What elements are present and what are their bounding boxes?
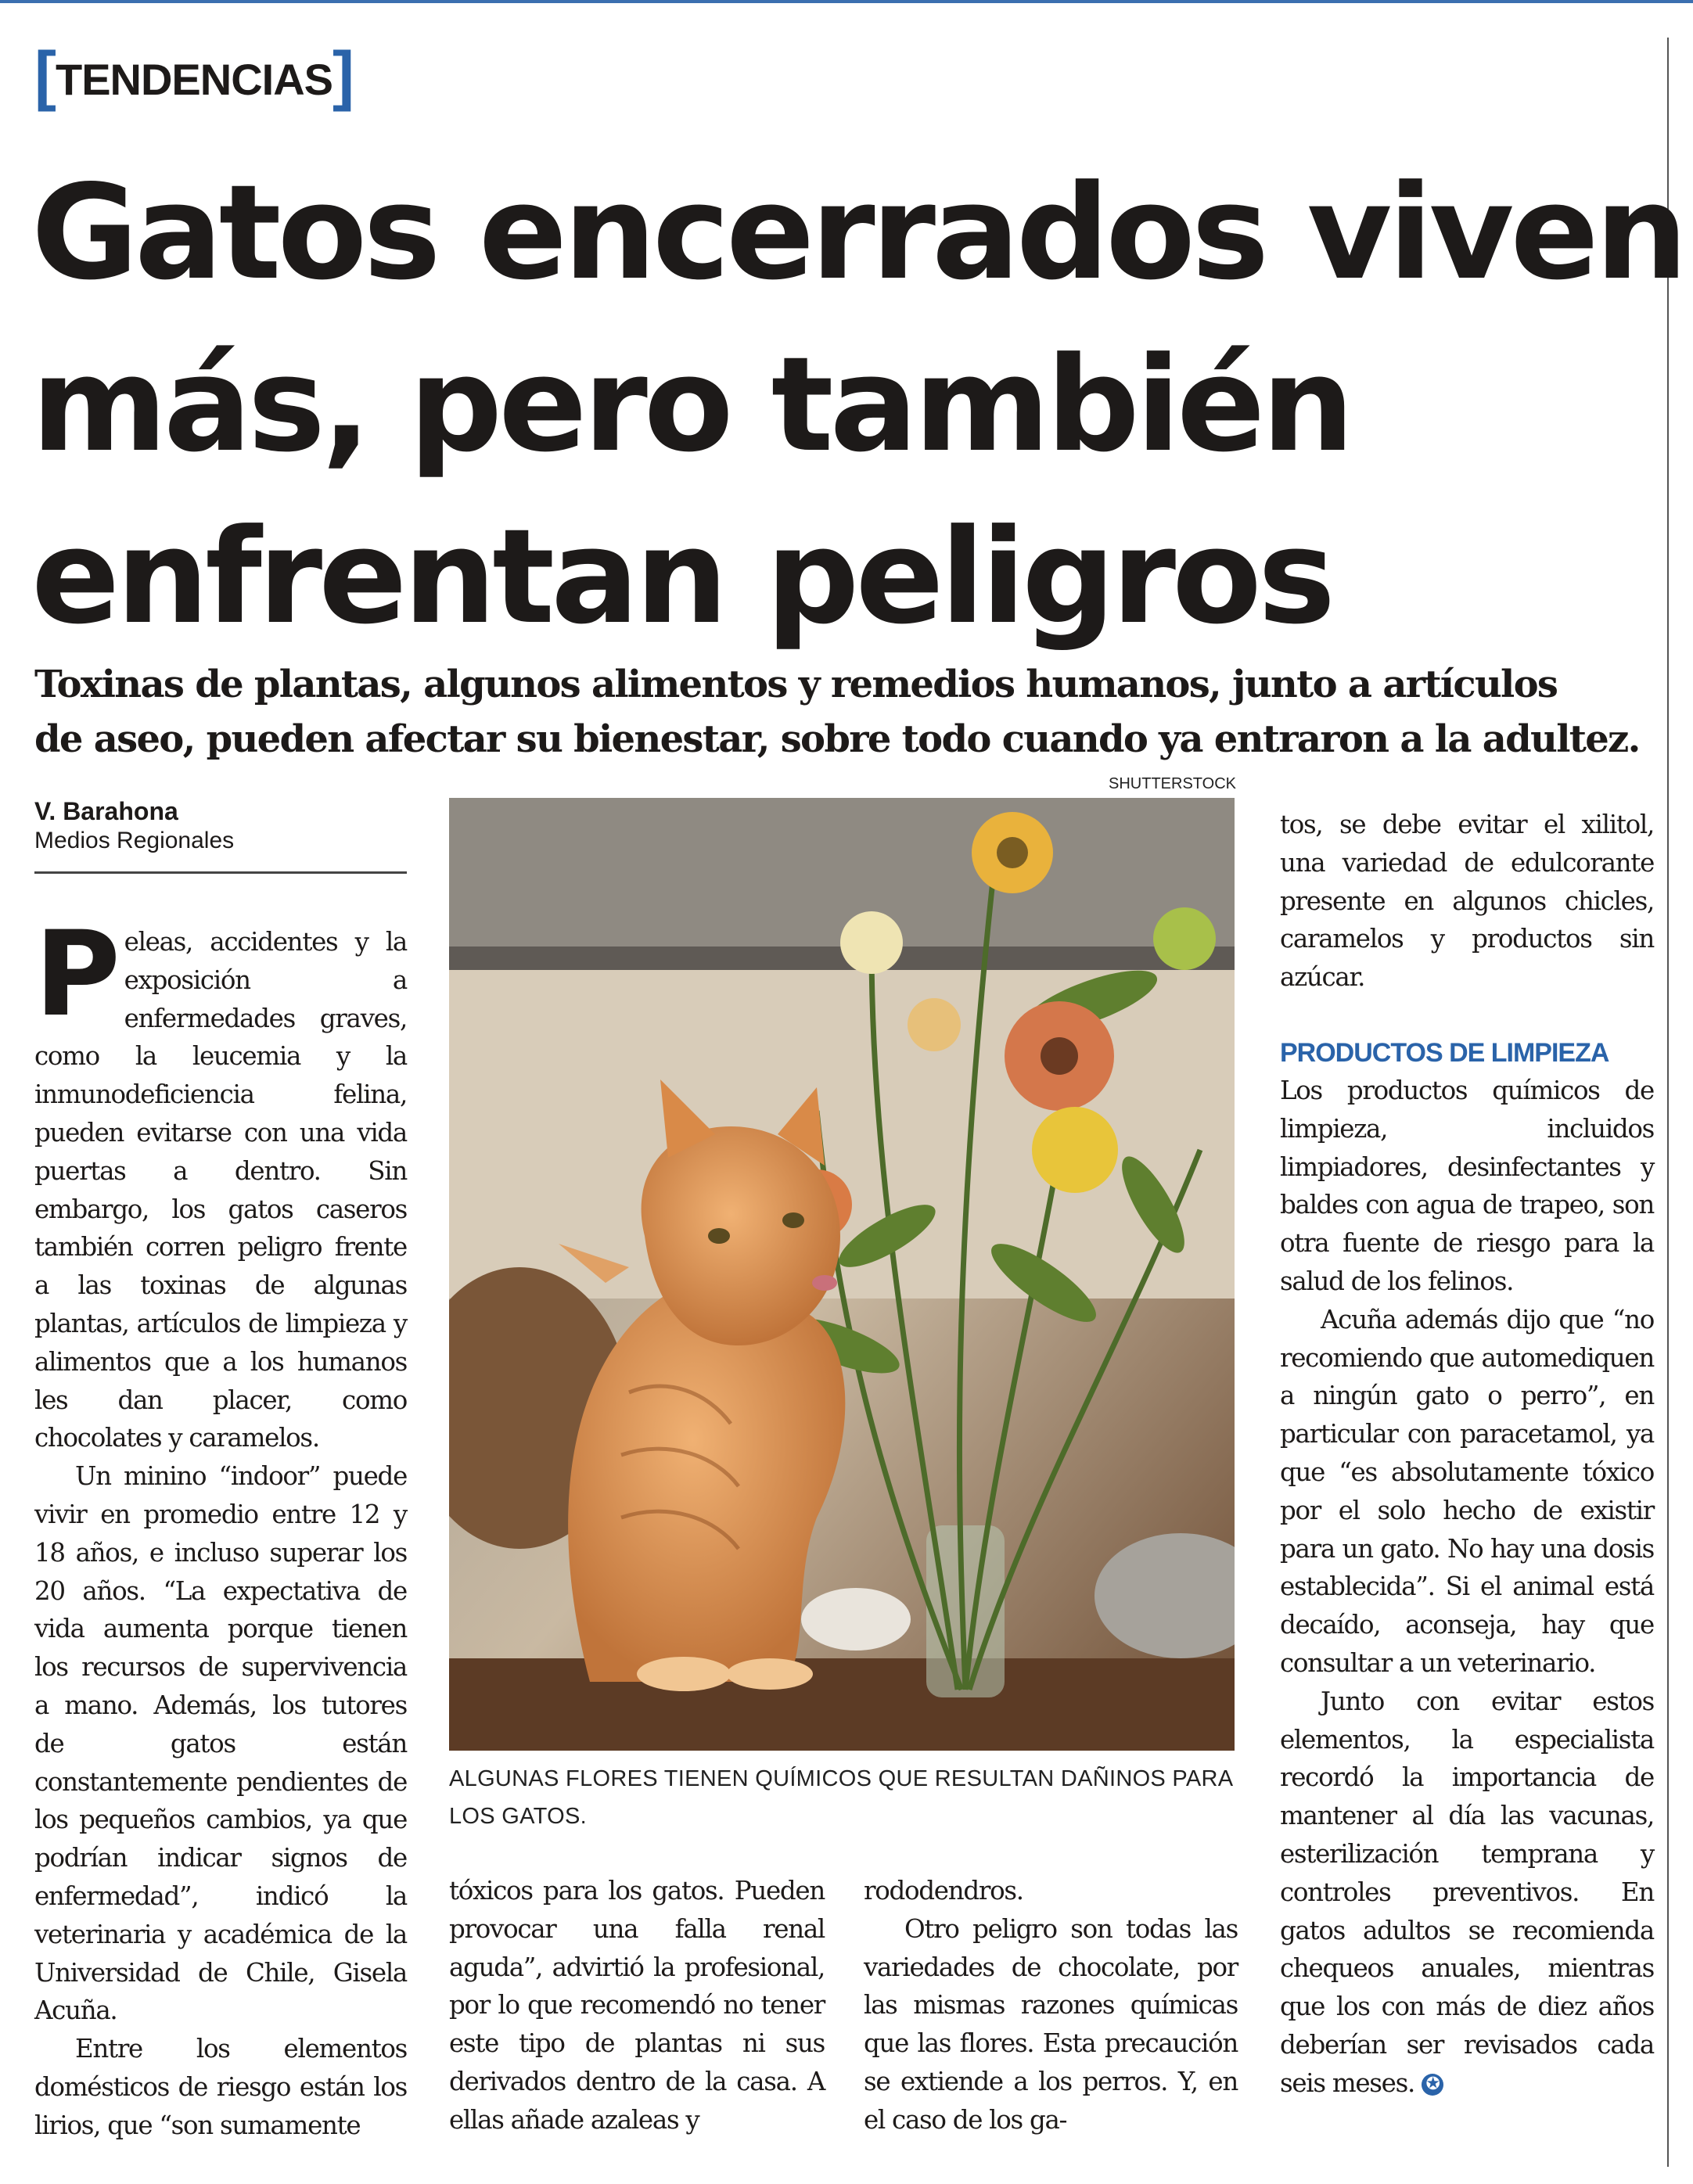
- section-label: [34, 38, 354, 112]
- body-column-4: [1280, 806, 1654, 2103]
- cat-and-flowers-illustration: [449, 798, 1235, 1751]
- section-name: TENDENCIAS: [55, 55, 333, 104]
- body-paragraph: rododendros.: [864, 1876, 1023, 1906]
- body-paragraph: Junto con evitar estos elementos, la especialista recordó la importancia de mantener al día las vacunas, esterilización temprana y controles preventivos. En gatos adultos se recomienda chequeos anuales, mientras que los con más de diez años deberían ser revisados cada seis meses. ✪: [1280, 1686, 1654, 2098]
- body-column-3: [864, 1872, 1238, 2139]
- body-paragraph: tos, se debe evitar el xilitol, una variedad de edulcorante presente en algunos chicles, caramelos y productos sin azúcar.: [1280, 810, 1654, 993]
- body-paragraph: Otro peligro son todas las variedades de chocolate, por las mismas razones químicas que las flores. Esta precaución se extiende a los perros. Y, en el caso de los ga-: [864, 1913, 1238, 2135]
- deck-line: de aseo, pueden afectar su bienestar, sobre todo cuando ya entraron a la adultez.: [34, 717, 1640, 761]
- deck: [34, 657, 1662, 767]
- headline: [31, 147, 1684, 663]
- headline-line: Gatos encerrados viven: [31, 157, 1684, 309]
- byline-rule: [34, 871, 407, 874]
- byline-author: V. Barahona: [34, 797, 178, 825]
- bracket-open: [: [34, 38, 56, 112]
- photo-caption: ALGUNAS FLORES TIENEN QUÍMICOS QUE RESULTAN DAÑINOS PARA LOS GATOS.: [449, 1766, 1232, 1829]
- body-paragraph: tóxicos para los gatos. Pueden provocar una falla renal aguda”, advirtió la profesional, por lo que recomendó no tener este tipo de plantas ni sus derivados dentro de la casa. A ellas añade azaleas y: [449, 1876, 825, 2135]
- body-column-1: [34, 907, 407, 2145]
- body-paragraph: Peleas, accidentes y la exposición a enfermedades graves, como la leucemia y la inmunodeficiencia felina, pueden evitarse con una vida puertas a dentro. Sin embargo, los gatos caseros también corren peligro frente a las toxinas de algunas plantas, artículos de limpieza y alimentos que a los humanos les dan placer, como chocolates y caramelos.: [34, 907, 407, 1453]
- body-paragraph: Los productos químicos de limpieza, incluidos limpiadores, desinfectantes y baldes con agua de trapeo, son otra fuente de riesgo para la salud de los felinos.: [1280, 1075, 1654, 1296]
- end-star-icon: ✪: [1422, 2074, 1443, 2096]
- body-paragraph: Acuña además dijo que “no recomiendo que automediquen a ningún gato o perro”, en particular con paracetamol, ya que “es absolutamente tóxico por el solo hecho de existir para un gato. No hay una dosis establecida”. Si el animal está decaído, aconseja, hay que consultar a un veterinario.: [1280, 1304, 1654, 1678]
- top-rule: [0, 0, 1693, 3]
- headline-line: más, pero también: [31, 329, 1351, 481]
- body-paragraph: Un minino “indoor” puede vivir en promedio entre 12 y 18 años, e incluso superar los 20 años. “La expectativa de vida aumenta porque tienen los recursos de supervivencia a mano. Además, los tutores de gatos están constantemente pendientes de los pequeños cambios, ya que podrían indicar signos de enfermedad”, indicó la veterinaria y académica de la Universidad de Chile, Gisela Acuña.: [34, 1461, 407, 2026]
- byline-organization: Medios Regionales: [34, 828, 235, 853]
- dropcap: P: [34, 907, 120, 1043]
- subheading: PRODUCTOS DE LIMPIEZA: [1280, 1037, 1609, 1068]
- deck-line: Toxinas de plantas, algunos alimentos y remedios humanos, junto a artículos: [34, 663, 1558, 706]
- article-photo: [449, 798, 1235, 1751]
- headline-line: enfrentan peligros: [31, 501, 1332, 653]
- body-paragraph: Entre los elementos domésticos de riesgo están los lirios, que “son sumamente: [34, 2034, 407, 2140]
- bracket-close: ]: [332, 38, 354, 112]
- photo-credit: SHUTTERSTOCK: [1109, 775, 1236, 792]
- body-column-2: [449, 1872, 825, 2139]
